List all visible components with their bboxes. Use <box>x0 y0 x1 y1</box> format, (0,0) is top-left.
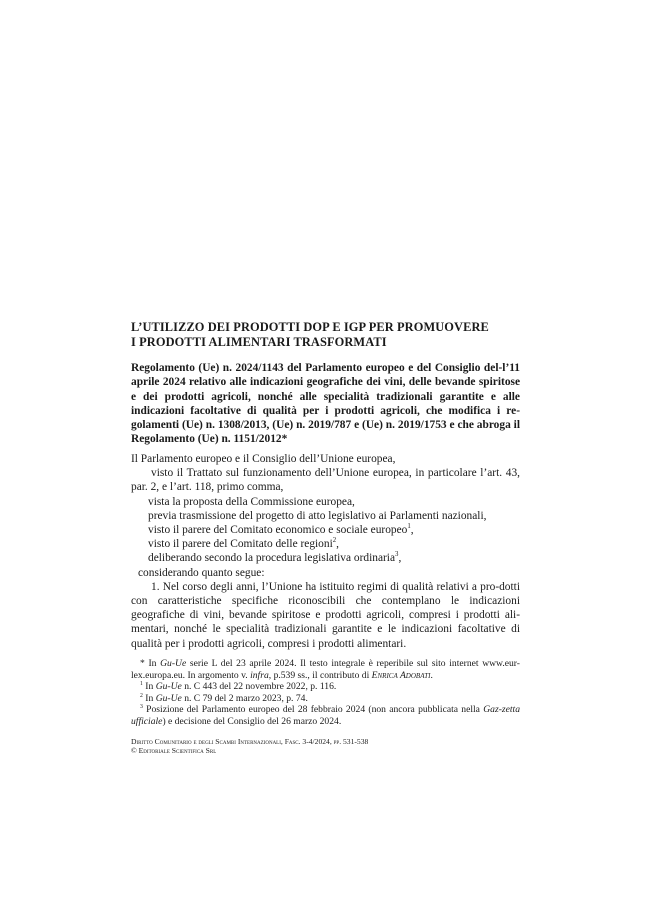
footnote-star-journal: Gu-Ue <box>160 658 187 669</box>
footnote-2 <box>131 693 520 705</box>
recital-proposta: vista la proposta della Commissione europea, <box>148 495 355 508</box>
footnote-3-journal: Gaz-zetta ufficiale <box>131 704 521 727</box>
footer-copyright-line: © Editoriale Scientifica Srl <box>131 746 217 756</box>
recital-parere-cdr: visto il parere del Comitato delle regioni$^2$, <box>148 537 340 551</box>
recital-previa: previa trasmissione del progetto di atto legislativo ai Parlamenti nazionali, <box>148 509 487 522</box>
recital-trattato: visto il Trattato sul funzionamento dell’Unione europea, in particolare l’art. 43, par. 2, e l’art. 118, primo comma, <box>131 467 520 494</box>
footer-journal-line: Diritto Comunitario e degli Scambi Internazionali, Fasc. 3-4/2024, pp. 531-538 <box>131 737 369 746</box>
paragraph-1: 1. Nel corso degli anni, l’Unione ha istituito regimi di qualità relativi a pro-dotti con caratteristiche specifiche riconoscibili che contemplano le indicazioni geografiche di vini, bevande spiritose e prodotti agricoli, compresi i prodotti ali-mentari, nonché le specialità tradizionali garantite e le indicazioni facoltative di qualità per i prodotti agricoli, compresi i prodotti alimentari. <box>131 580 520 650</box>
regulation-body <box>131 452 520 651</box>
footnote-1-post: n. C 443 del 22 novembre 2022, p. 116. <box>184 681 337 693</box>
footnote-2-post: n. C 79 del 2 marzo 2023, p. 74. <box>184 692 308 704</box>
recital-deliberando-text: deliberando secondo la procedura legislativa ordinaria <box>148 552 396 565</box>
footnote-star-mark: * <box>140 658 145 669</box>
footnote-star-end: . <box>430 669 433 681</box>
footnote-1 <box>131 681 520 693</box>
footnote-star <box>131 658 520 681</box>
footnote-2-pre: In <box>145 692 154 704</box>
footnote-ref-1: 1 <box>407 523 411 531</box>
recital-parere-cese-text: visto il parere del Comitato economico e sociale europeo <box>148 524 408 537</box>
recital-parere-cdr-text: visto il parere del Comitato delle regioni <box>148 538 333 551</box>
footnote-ref-2: 2 <box>332 537 337 545</box>
title-line-1: L’UTILIZZO DEI PRODOTTI DOP E IGP PER PROMUOVERE <box>131 320 489 334</box>
page-footer <box>131 737 520 756</box>
considerando-line: considerando quanto segue: <box>138 566 265 579</box>
footnote-1-mark: 1 <box>140 681 143 687</box>
footnote-1-pre: In <box>145 681 154 693</box>
footnote-star-pre: In <box>148 658 157 669</box>
footnote-star-mid: serie L del 23 aprile 2024. Il testo integrale è reperibile sul sito internet www.eur-lex.europa.eu. In argomento v. <box>131 658 521 681</box>
footnote-star-post: , p.539 ss., il contributo di <box>268 669 370 681</box>
footnote-star-author: Enrica Adobati <box>371 669 431 681</box>
footnote-star-infra: infra <box>250 669 269 681</box>
footnote-3-pre: Posizione del Parlamento europeo del 28 febbraio 2024 (non ancora pubblicata nella <box>146 704 480 716</box>
intro-line: Il Parlamento europeo e il Consiglio dell’Unione europea, <box>131 453 396 465</box>
recital-parere-cese: visto il parere del Comitato economico e sociale europeo$^1$, <box>148 523 414 537</box>
footnote-1-journal: Gu-Ue <box>155 681 182 693</box>
footnote-3-mark: 3 <box>140 704 143 711</box>
footnote-2-journal: Gu-Ue <box>155 692 182 704</box>
footnotes <box>131 658 520 728</box>
footnote-ref-3: 3 <box>395 551 399 559</box>
recital-deliberando: deliberando secondo la procedura legislativa ordinaria$^3$, <box>148 551 402 565</box>
footnote-3 <box>131 704 520 727</box>
regulation-heading: Regolamento (Ue) n. 2024/1143 del Parlamento europeo e del Consiglio del-l’11 aprile 2024 relativo alle indicazioni geografiche dei vini, delle bevande spiritose e dei prodotti agricoli, nonché alle specialità tradizionali garantite e alle indicazioni facoltative di qualità per i prodotti agricoli, che modifica i re-golamenti (Ue) n. 1308/2013, (Ue) n. 2019/787 e (Ue) n. 2019/1753 e che abroga il Regolamento (Ue) n. 1151/2012* <box>131 362 520 446</box>
footnote-3-post: ) e decisione del Consiglio del 26 marzo 2024. <box>162 715 342 727</box>
title-line-2: I PRODOTTI ALIMENTARI TRASFORMATI <box>131 335 387 349</box>
footnote-2-mark: 2 <box>140 692 143 699</box>
article-title <box>131 320 520 350</box>
